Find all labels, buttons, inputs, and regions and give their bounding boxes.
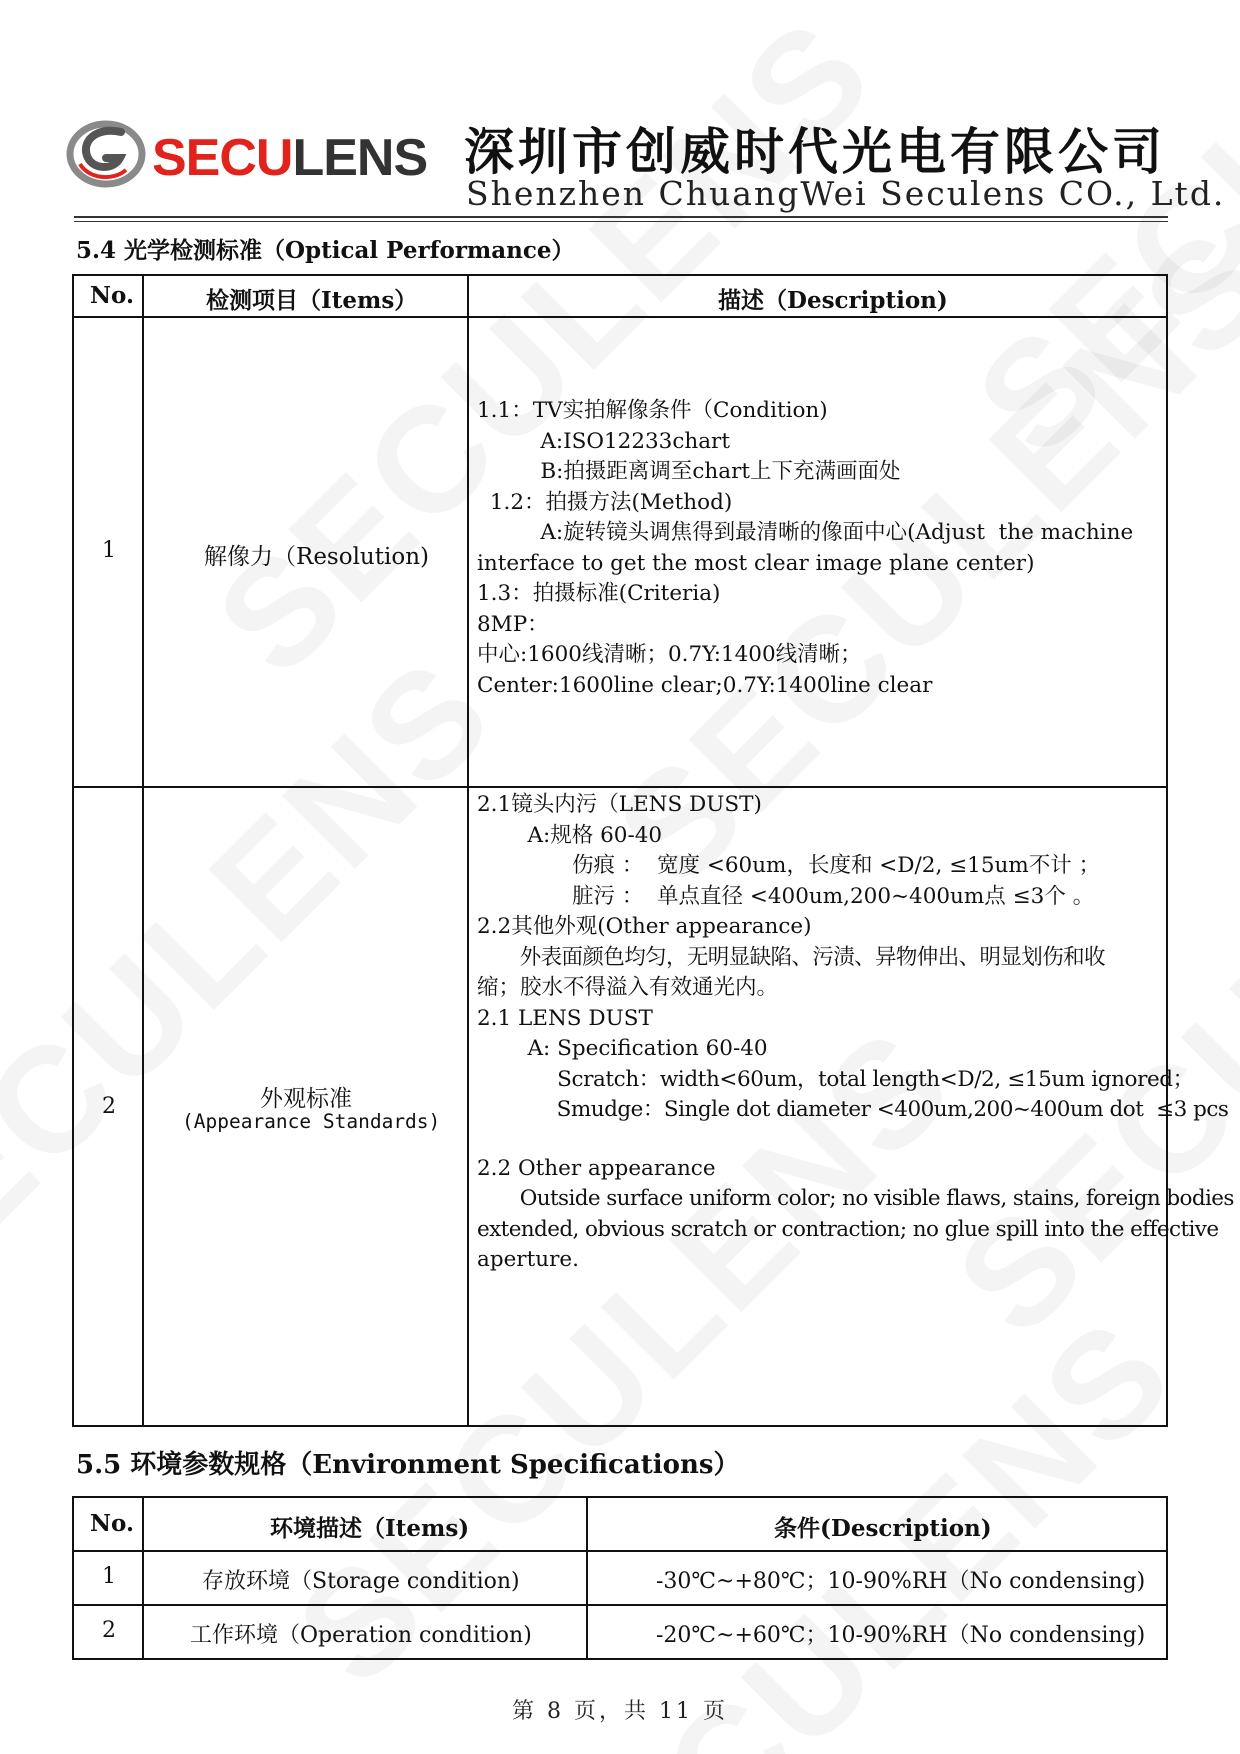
optical-performance-table <box>72 274 1234 1427</box>
row-divider <box>74 1604 1166 1606</box>
column-divider <box>142 1498 144 1658</box>
desc-line: A:旋转镜头调焦得到最清晰的像面中心(Adjust the machine <box>513 520 1134 545</box>
desc-line: Smudge：Single dot diameter <400um,200~400um dot ≤3 pcs <box>525 1097 1229 1122</box>
row-number: 1 <box>102 1564 116 1589</box>
resolution-description <box>477 396 1133 701</box>
desc-line: 1.1：TV实拍解像条件（Condition) <box>477 398 828 423</box>
desc-line: 中心:1600线清晰；0.7Y:1400线清晰； <box>477 642 862 667</box>
header-divider <box>74 216 1168 218</box>
header-no: No. <box>90 282 134 309</box>
desc-line: 2.2其他外观(Other appearance) <box>477 914 812 939</box>
appearance-description <box>477 790 1234 1276</box>
desc-line: aperture. <box>477 1247 579 1272</box>
header-description: 描述（Description) <box>718 287 948 314</box>
section-title-optical: 5.4 光学检测标准（Optical Performance） <box>76 237 575 264</box>
company-logo <box>66 112 426 202</box>
operation-condition-value: -20℃~+60℃；10-90%RH（No condensing) <box>656 1623 1146 1648</box>
desc-line: 2.2 Other appearance <box>477 1155 716 1181</box>
item-appearance-en: (Appearance Standards) <box>182 1110 441 1133</box>
storage-condition-label: 存放环境（Storage condition) <box>202 1569 520 1594</box>
desc-line: 伤痕 ： 宽度 <60um，长度和 <D/2, ≤15um不计 ； <box>531 853 1101 878</box>
logo-swirl-icon <box>66 112 146 192</box>
desc-line: B:拍摄距离调至chart上下充满画面处 <box>513 459 901 484</box>
row-divider <box>74 1550 1166 1552</box>
item-resolution: 解像力（Resolution) <box>204 544 429 570</box>
desc-line: 2.1镜头内污（LENS DUST) <box>477 792 762 817</box>
desc-line: 1.3：拍摄标准(Criteria) <box>477 581 721 606</box>
desc-line: A:ISO12233chart <box>513 428 730 454</box>
desc-line: extended, obvious scratch or contraction; no glue spill into the effective <box>477 1216 1219 1242</box>
environment-specifications-table <box>72 1496 1168 1660</box>
header-items: 检测项目（Items） <box>206 287 418 314</box>
header-divider-thin <box>74 221 1168 222</box>
desc-line: interface to get the most clear image plane center) <box>477 550 1035 576</box>
company-name-cn: 深圳市创威时代光电有限公司 <box>464 123 1166 181</box>
company-name-en: Shenzhen ChuangWei Seculens CO., Ltd. <box>466 174 1226 213</box>
desc-line: A:规格 60-40 <box>507 822 663 848</box>
desc-line: 缩；胶水不得溢入有效通光内。 <box>477 975 779 1000</box>
row-divider <box>74 786 1166 788</box>
row-number: 1 <box>102 538 116 563</box>
desc-line: Scratch：width<60um，total length<D/2, ≤15um ignored； <box>525 1066 1194 1092</box>
section-title-environment: 5.5 环境参数规格（Environment Specifications） <box>76 1450 740 1480</box>
desc-line: 8MP： <box>477 611 549 637</box>
row-number: 2 <box>102 1094 116 1119</box>
column-divider <box>586 1498 588 1658</box>
storage-condition-value: -30℃~+80℃；10-90%RH（No condensing) <box>656 1569 1146 1594</box>
desc-line: Outside surface uniform color; no visible flaws, stains, foreign bodies <box>501 1186 1234 1211</box>
row-divider <box>74 316 1166 318</box>
column-divider <box>142 276 144 1425</box>
desc-line: 外表面颜色均匀，无明显缺陷、污渍、异物伸出、明显划伤和收 <box>501 944 1105 970</box>
desc-line: 2.1 LENS DUST <box>477 1005 653 1031</box>
header-no: No. <box>90 1510 134 1537</box>
page-footer: 第 8 页，共 11 页 <box>512 1699 728 1724</box>
header-description: 条件(Description) <box>774 1515 992 1542</box>
desc-line: 1.2：拍摄方法(Method) <box>483 489 733 515</box>
desc-line: A: Specification 60-40 <box>507 1036 768 1061</box>
desc-line: 脏污 ： 单点直径 <400um,200~400um点 ≤3个 。 <box>531 883 1095 909</box>
header-items: 环境描述（Items) <box>270 1515 470 1542</box>
desc-line: Center:1600line clear;0.7Y:1400line clear <box>477 672 933 698</box>
column-divider <box>467 276 469 1425</box>
item-appearance: 外观标准 <box>260 1086 352 1112</box>
logo-text: SECULENS <box>152 129 428 187</box>
row-number: 2 <box>102 1618 116 1643</box>
operation-condition-label: 工作环境（Operation condition) <box>190 1623 532 1648</box>
desc-line <box>477 1126 1234 1154</box>
